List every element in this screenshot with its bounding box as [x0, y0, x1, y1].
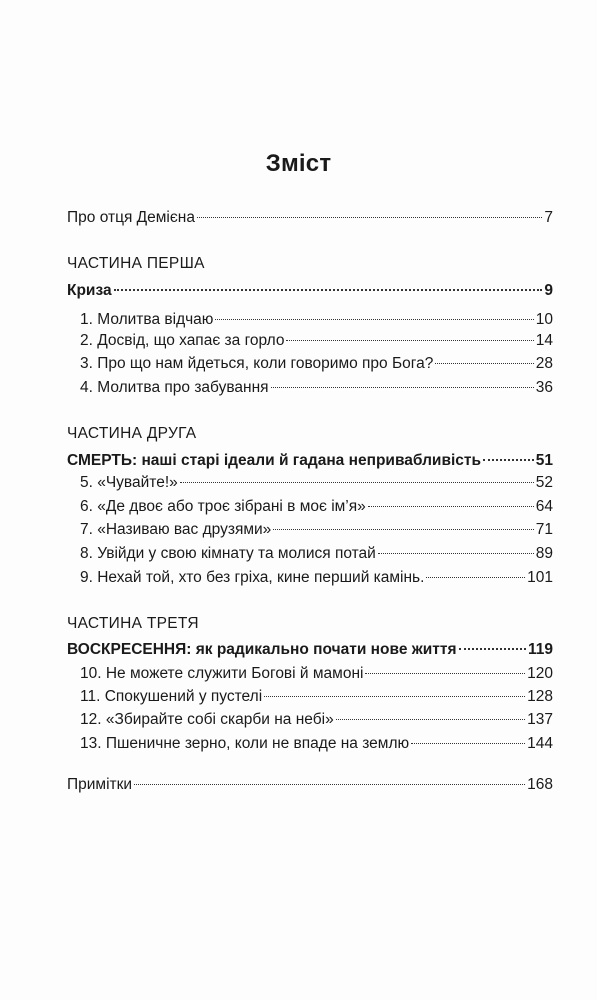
toc-chapter-label: 10. Не можете служити Богові й мамоні — [80, 665, 364, 682]
toc-entry-notes — [67, 776, 553, 794]
dot-leader — [365, 673, 525, 674]
toc-chapter-page: 36 — [535, 379, 553, 396]
toc-chapter — [80, 688, 553, 706]
dot-leader — [271, 387, 534, 388]
dot-leader — [435, 363, 533, 364]
toc-entry-label: Примітки — [67, 776, 133, 793]
toc-chapter — [80, 355, 553, 373]
dot-leader — [264, 696, 525, 697]
toc-chapter-page: 137 — [527, 711, 553, 728]
toc-section-page: 51 — [535, 452, 553, 469]
toc-section-3 — [67, 641, 553, 659]
toc-chapter — [80, 311, 553, 329]
dot-leader — [197, 217, 542, 218]
toc-chapter-label: 4. Молитва про забування — [80, 379, 269, 396]
toc-chapter-page: 120 — [527, 665, 553, 682]
toc-chapter-label: 13. Пшеничне зерно, коли не впаде на землю — [80, 735, 410, 752]
toc-chapter — [80, 379, 553, 397]
toc-chapter-label: 1. Молитва відчаю — [80, 311, 214, 328]
toc-chapter — [80, 474, 553, 492]
toc-chapter-page: 28 — [535, 355, 553, 372]
dot-leader — [286, 340, 533, 341]
toc-section-page: 119 — [527, 641, 553, 658]
toc-chapter-page: 71 — [535, 521, 553, 538]
toc-chapter-label: 2. Досвід, що хапає за горло — [80, 332, 285, 349]
toc-section-page: 9 — [544, 282, 553, 299]
toc-chapter-label: 8. Увійди у свою кімнату та молися потай — [80, 545, 376, 562]
toc-chapter — [80, 545, 553, 563]
toc-section-1 — [67, 282, 553, 300]
toc-chapter — [80, 711, 553, 729]
toc-chapter — [80, 498, 553, 516]
toc-entry-page: 168 — [527, 776, 553, 793]
toc-chapter-label: 5. «Чувайте!» — [80, 474, 178, 491]
toc-chapter — [80, 665, 553, 683]
toc-chapter — [80, 521, 553, 539]
dot-leader — [273, 529, 533, 530]
part-heading-3: ЧАСТИНА ТРЕТЯ — [67, 615, 199, 632]
page-title: Зміст — [265, 150, 332, 177]
toc-chapter-page: 14 — [535, 332, 553, 349]
toc-chapter — [80, 569, 553, 587]
toc-chapter-label: 3. Про що нам йдеться, коли говоримо про Бога? — [80, 355, 434, 372]
dot-leader — [459, 648, 526, 650]
toc-chapter-page: 89 — [535, 545, 553, 562]
toc-chapter-label: 7. «Називаю вас друзями» — [80, 521, 272, 538]
toc-chapter — [80, 332, 553, 350]
part-heading-1: ЧАСТИНА ПЕРША — [67, 255, 205, 272]
dot-leader — [368, 506, 534, 507]
toc-section-label: СМЕРТЬ: наші старі ідеали й гадана непривабливість — [67, 452, 482, 469]
toc-chapter — [80, 735, 553, 753]
dot-leader — [411, 743, 525, 744]
toc-chapter-label: 11. Спокушений у пустелі — [80, 688, 263, 705]
toc-entry-page: 7 — [544, 209, 553, 226]
toc-section-label: Криза — [67, 282, 112, 299]
toc-chapter-page: 52 — [535, 474, 553, 491]
toc-chapter-page: 10 — [535, 311, 553, 328]
dot-leader — [483, 459, 534, 461]
dot-leader — [336, 719, 525, 720]
dot-leader — [114, 289, 543, 291]
toc-chapter-label: 9. Нехай той, хто без гріха, кине перший камінь. — [80, 569, 425, 586]
dot-leader — [378, 553, 534, 554]
toc-chapter-page: 144 — [527, 735, 553, 752]
dot-leader — [426, 577, 525, 578]
toc-chapter-page: 101 — [527, 569, 553, 586]
part-heading-2: ЧАСТИНА ДРУГА — [67, 425, 197, 442]
toc-chapter-page: 64 — [535, 498, 553, 515]
toc-section-label: ВОСКРЕСЕННЯ: як радикально почати нове життя — [67, 641, 457, 658]
toc-chapter-label: 6. «Де двоє або троє зібрані в моє ім’я» — [80, 498, 366, 515]
toc-chapter-page: 128 — [527, 688, 553, 705]
dot-leader — [180, 482, 534, 483]
toc-entry-label: Про отця Демієна — [67, 209, 195, 226]
toc-chapter-label: 12. «Збирайте собі скарби на небі» — [80, 711, 334, 728]
toc-section-2 — [67, 452, 553, 470]
toc-entry-intro — [67, 209, 553, 227]
dot-leader — [215, 319, 533, 320]
dot-leader — [134, 784, 525, 785]
